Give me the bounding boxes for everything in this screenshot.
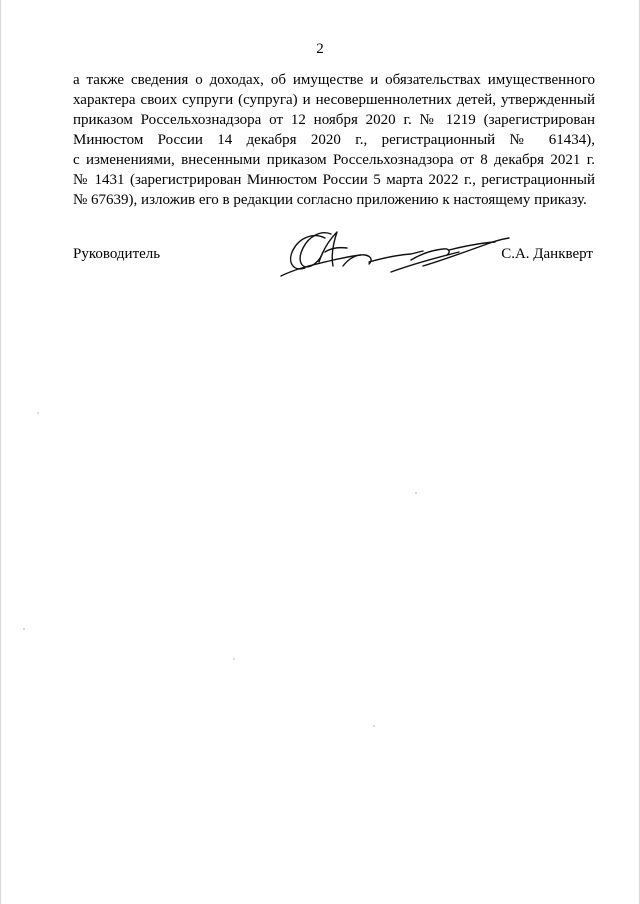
body-line: а также сведения о доходах, об имуществе и обязательствах имущественного xyxy=(73,72,595,88)
scan-speck xyxy=(23,628,25,630)
body-line: характера своих супруги (супруга) и несовершеннолетних детей, утвержденный xyxy=(73,92,595,108)
body-paragraph xyxy=(73,70,595,210)
signatory-name: С.А. Данкверт xyxy=(501,246,593,262)
body-line: с изменениями, внесенными приказом Россельхознадзора от 8 декабря 2021 г. xyxy=(73,152,595,168)
scan-speck xyxy=(415,492,417,494)
signatory-title: Руководитель xyxy=(73,246,161,262)
scan-speck xyxy=(233,658,235,660)
body-line: № 67639), изложив его в редакции согласно приложению к настоящему приказу. xyxy=(73,192,587,208)
body-line: приказом Россельхознадзора от 12 ноября 2020 г. № 1219 (зарегистрирован xyxy=(73,112,595,128)
body-line: Минюстом России 14 декабря 2020 г., регистрационный № 61434), xyxy=(73,132,595,148)
handwritten-signature-icon xyxy=(273,222,513,284)
body-line: № 1431 (зарегистрирован Минюстом России 5 марта 2022 г., регистрационный xyxy=(73,172,595,188)
scan-speck xyxy=(37,412,39,414)
scan-speck xyxy=(373,725,375,727)
page-number: 2 xyxy=(316,41,324,57)
